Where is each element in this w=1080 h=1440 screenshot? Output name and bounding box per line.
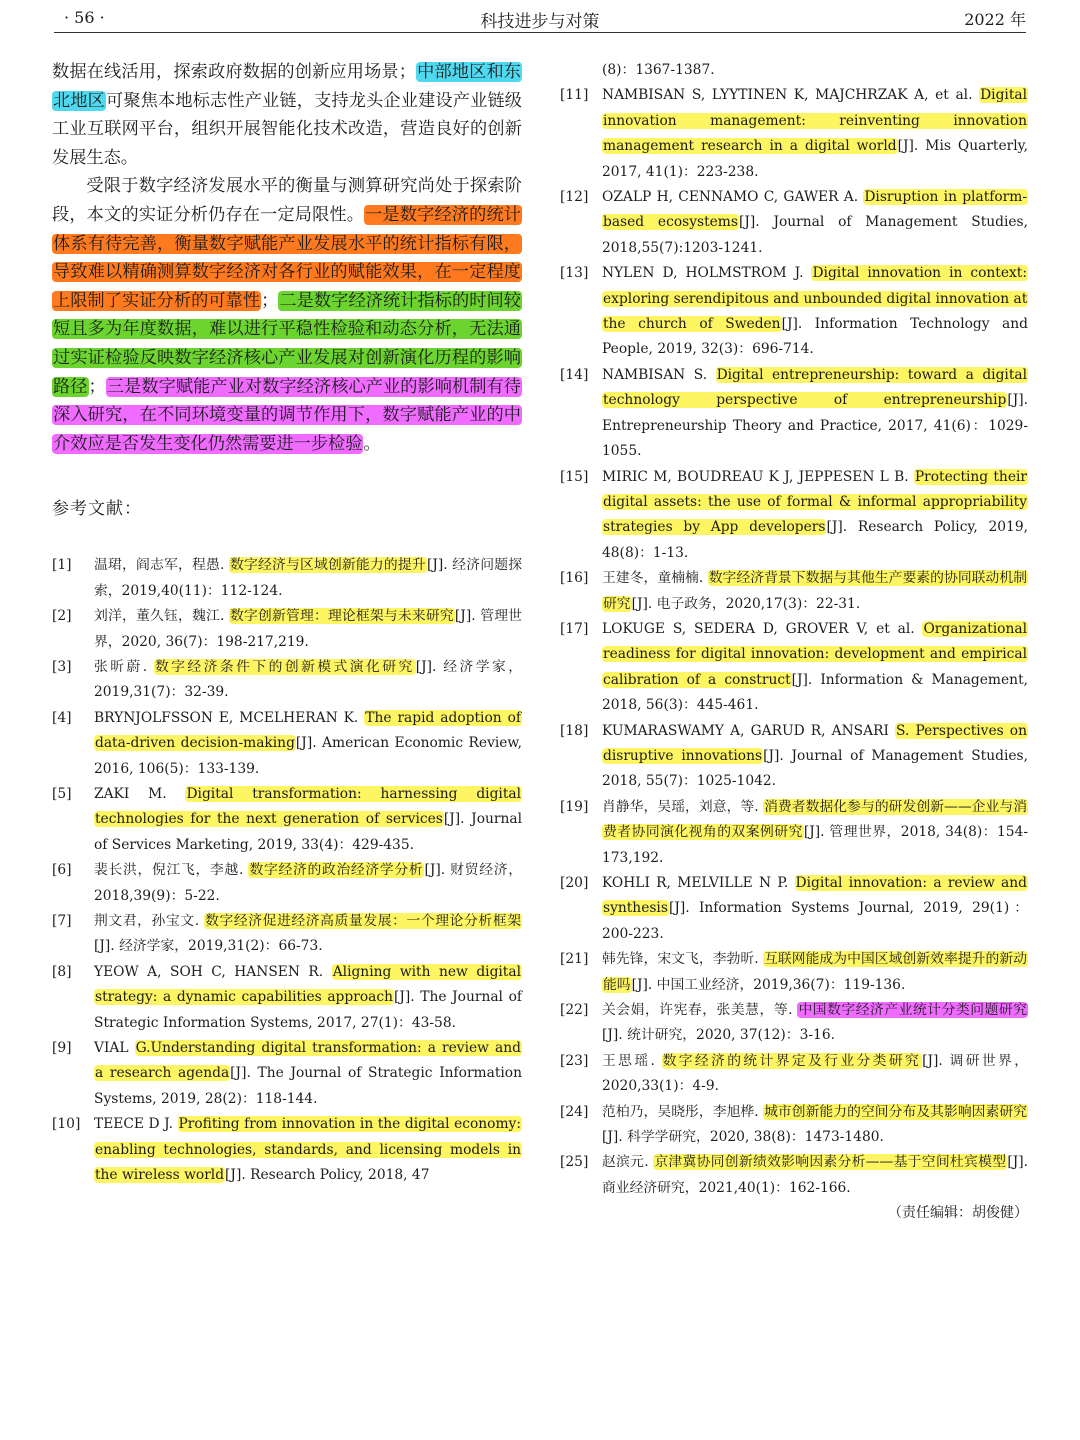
text-run: NAMBISAN S, LYYTINEN K, MAJCHRZAK A, et al. bbox=[602, 87, 980, 104]
highlighted-text: 二是数字经济统计指标的时间较短且多为年度数据，难以进行平稳性检验和动态分析，无法通过实证检验反映数字经济核心产业发展对创新演化历程的影响路径 bbox=[53, 290, 521, 397]
references-list-right bbox=[560, 58, 1028, 1201]
highlighted-text: Digital innovation in context: exploring serendipitous and unbounded digital innovation at the church of Sweden bbox=[603, 265, 1028, 333]
text-run: [J]. American Economic Review, 2016, 106(5)：133-139. bbox=[94, 735, 522, 777]
text-run: 范柏乃，吴晓彤，李旭桦. bbox=[602, 1103, 764, 1120]
reference-number: [9] bbox=[52, 1040, 72, 1057]
reference-number: [21] bbox=[560, 951, 589, 968]
reference-item bbox=[560, 1150, 1028, 1201]
highlighted-text: Protecting their digital assets: the use of formal & informal appropriability strategies by App developers bbox=[603, 468, 1027, 536]
reference-number: [6] bbox=[52, 862, 72, 879]
reference-number: [16] bbox=[560, 570, 589, 587]
highlighted-text: Profiting from innovation in the digital economy: enabling technologies, standards, and licensing models in the wireless world bbox=[95, 1116, 522, 1184]
right-column bbox=[560, 58, 1028, 1226]
reference-item bbox=[560, 185, 1028, 261]
reference-item bbox=[52, 858, 522, 909]
text-run: [J]. 经济问题探索，2019,40(11)：112-124. bbox=[94, 557, 522, 599]
reference-item bbox=[52, 655, 522, 706]
reference-number: [19] bbox=[560, 798, 589, 815]
highlighted-text: G.Understanding digital transformation: a review and a research agenda bbox=[95, 1040, 521, 1082]
reference-number: [11] bbox=[560, 87, 589, 104]
text-run: 王建冬，童楠楠. bbox=[602, 570, 708, 587]
text-run: [J]. Research Policy, 2019, 48(8)：1-13. bbox=[602, 519, 1028, 561]
reference-item bbox=[560, 998, 1028, 1049]
text-run: ； bbox=[88, 376, 106, 397]
reference-item bbox=[52, 604, 522, 655]
highlighted-text: Aligning with new digital strategy: a dynamic capabilities approach bbox=[95, 963, 521, 1006]
highlighted-text: 中部地区和东北地区 bbox=[53, 62, 521, 111]
text-run: [J]. Research Policy, 2018, 47 bbox=[225, 1167, 430, 1184]
text-run: MIRIC M, BOUDREAU K J, JEPPESEN L B. bbox=[602, 468, 914, 485]
text-run: [J]. 科学学研究，2020, 38(8)：1473-1480. bbox=[602, 1129, 884, 1146]
reference-item bbox=[560, 566, 1028, 617]
publication-year: 2022 年 bbox=[964, 10, 1026, 29]
reference-number: [3] bbox=[52, 658, 72, 675]
reference-number: [12] bbox=[560, 189, 589, 206]
reference-number: [4] bbox=[52, 709, 72, 726]
text-run: [J]. The Journal of Strategic Information Systems, 2019, 28(2)：118-144. bbox=[94, 1065, 522, 1107]
highlighted-text: Disruption in platform-based ecosystems bbox=[603, 189, 1027, 231]
highlighted-text: 三是数字赋能产业对数字经济核心产业的影响机制有待深入研究，在不同环境变量的调节作用下，数字赋能产业的中介效应是否发生变化仍然需要进一步检验 bbox=[53, 376, 521, 454]
text-run: 受限于数字经济发展水平的衡量与测算研究尚处于探索阶段，本文的实证分析仍存在一定局限性。 bbox=[52, 176, 522, 225]
text-run: OZALP H, CENNAMO C, GAWER A. bbox=[602, 189, 864, 206]
highlighted-text: 数字经济的政治经济学分析 bbox=[249, 862, 424, 879]
reference-number: [20] bbox=[560, 875, 589, 891]
text-run: [J]. Information Systems Journal, 2019, 29(1)：200-223. bbox=[602, 900, 1028, 942]
reference-item bbox=[560, 871, 1028, 947]
text-run: (8)：1367-1387. bbox=[602, 62, 715, 78]
text-run: [J]. Entrepreneurship Theory and Practice, 2017, 41(6)：1029-1055. bbox=[602, 392, 1028, 460]
text-run: [J]. 管理世界，2018, 34(8)：154-173,192. bbox=[602, 824, 1029, 866]
text-run: [J]. Journal of Services Marketing, 2019, 33(4)：429-435. bbox=[94, 811, 522, 853]
text-run: [J]. Information Technology and People, 2019, 32(3)：696-714. bbox=[602, 316, 1028, 358]
reference-item bbox=[560, 1100, 1028, 1151]
page-header bbox=[54, 6, 1026, 33]
highlighted-text: 一是数字经济的统计体系有待完善，衡量数字赋能产业发展水平的统计指标有限，导致难以精确测算数字经济对各行业的赋能效果，在一定程度上限制了实证分析的可靠性 bbox=[53, 204, 521, 311]
text-run: LOKUGE S, SEDERA D, GROVER V, et al. bbox=[602, 620, 923, 637]
reference-item bbox=[560, 465, 1028, 567]
reference-item bbox=[560, 947, 1028, 998]
highlighted-text: 数字经济的统计界定及行业分类研究 bbox=[662, 1052, 922, 1069]
reference-item bbox=[560, 58, 1028, 83]
text-run: 荆文君，孙宝文. bbox=[94, 913, 205, 929]
highlighted-text: 数字经济促进经济高质量发展：一个理论分析框架 bbox=[205, 913, 521, 929]
references-list-left bbox=[52, 553, 522, 1188]
text-run: [J]. 财贸经济，2018,39(9)：5-22. bbox=[94, 862, 522, 904]
highlighted-text: 消费者数据化参与的研发创新——企业与消费者协同演化视角的双案例研究 bbox=[603, 798, 1028, 841]
text-run: [J]. Journal of Management Studies, 2018,55(7):1203-1241. bbox=[602, 214, 1028, 256]
reference-number: [10] bbox=[52, 1116, 81, 1133]
reference-number: [18] bbox=[560, 722, 589, 739]
references-heading: 参考文献： bbox=[52, 499, 142, 520]
reference-number: [5] bbox=[52, 785, 72, 802]
text-run: [J]. Mis Quarterly, 2017, 41(1)：223-238. bbox=[602, 138, 1029, 180]
highlighted-text: Digital innovation: a review and synthesis bbox=[603, 875, 1027, 917]
journal-title: 科技进步与对策 bbox=[480, 12, 600, 32]
text-run: KUMARASWAMY A, GARUD R, ANSARI bbox=[602, 722, 896, 739]
reference-item bbox=[52, 782, 522, 858]
text-run: [J]. Information & Management, 2018, 56(3)：445-461. bbox=[602, 671, 1028, 714]
reference-item bbox=[52, 960, 522, 1036]
text-run: [J]. Journal of Management Studies, 2018, 55(7)：1025-1042. bbox=[602, 747, 1028, 790]
reference-item bbox=[560, 261, 1028, 363]
reference-number: [7] bbox=[52, 913, 72, 929]
reference-number: [2] bbox=[52, 608, 72, 625]
reference-number: [13] bbox=[560, 265, 589, 282]
reference-item bbox=[560, 617, 1028, 719]
highlighted-text: Digital entrepreneurship: toward a digital technology perspective of entrepreneurship bbox=[603, 366, 1027, 409]
text-run: [J]. 管理世界，2020, 36(7)：198-217,219. bbox=[94, 608, 522, 650]
highlighted-text: S. Perspectives on disruptive innovations bbox=[603, 722, 1027, 764]
highlighted-text: 京津冀协同创新绩效影响因素分析——基于空间杜宾模型 bbox=[654, 1154, 1007, 1171]
reference-number: [24] bbox=[560, 1103, 589, 1120]
text-run: [J]. 商业经济研究，2021,40(1)：162-166. bbox=[602, 1154, 1028, 1196]
highlighted-text: 城市创新能力的空间分布及其影响因素研究 bbox=[764, 1103, 1027, 1120]
highlighted-text: 数字创新管理：理论框架与未来研究 bbox=[229, 608, 454, 625]
highlighted-text: The rapid adoption of data-driven decision-making bbox=[95, 709, 521, 752]
highlighted-text: Digital innovation management: reinventing innovation management research in a digital world bbox=[603, 87, 1027, 155]
reference-item bbox=[560, 363, 1028, 465]
text-run: VIAL bbox=[94, 1040, 135, 1057]
text-run: TEECE D J. bbox=[94, 1116, 178, 1133]
reference-number: [15] bbox=[560, 468, 589, 485]
reference-item bbox=[52, 1112, 522, 1188]
highlighted-text: 数字经济条件下的创新模式演化研究 bbox=[154, 658, 415, 675]
text-run: ； bbox=[261, 290, 279, 311]
highlighted-text: Organizational readiness for digital innovation: development and empirical calibration of a construct bbox=[603, 620, 1027, 688]
text-run: 刘洋，董久钰，魏江. bbox=[94, 608, 229, 625]
highlighted-text: 中国数字经济产业统计分类问题研究 bbox=[798, 1002, 1028, 1019]
text-run: YEOW A, SOH C, HANSEN R. bbox=[94, 963, 332, 980]
left-column bbox=[52, 58, 522, 1188]
text-run: NYLEN D, HOLMSTROM J. bbox=[602, 265, 812, 282]
text-run: KOHLI R, MELVILLE N P. bbox=[602, 875, 795, 891]
text-run: [J]. 统计研究，2020, 37(12)：3-16. bbox=[602, 1027, 835, 1044]
reference-number: [8] bbox=[52, 963, 72, 980]
text-run: NAMBISAN S. bbox=[602, 366, 716, 383]
text-run: 赵滨元. bbox=[602, 1154, 654, 1171]
text-run: 韩先锋，宋文飞，李勃昕. bbox=[602, 951, 764, 968]
text-run: [J]. 中国工业经济，2019,36(7)：119-136. bbox=[631, 976, 906, 993]
text-run: [J]. 经济学家，2019,31(7)：32-39. bbox=[94, 658, 523, 701]
page-number: · 56 · bbox=[64, 8, 105, 27]
reference-item bbox=[560, 795, 1028, 871]
text-run: 肖静华，吴瑶，刘意，等. bbox=[602, 798, 764, 815]
reference-item bbox=[52, 1036, 522, 1112]
text-run: [J]. 电子政务，2020,17(3)：22-31. bbox=[631, 595, 861, 612]
reference-number: [14] bbox=[560, 366, 589, 383]
text-run: [J]. 调研世界，2020,33(1)：4-9. bbox=[602, 1052, 1028, 1095]
reference-item bbox=[52, 909, 522, 960]
reference-number: [1] bbox=[52, 557, 72, 574]
text-run: 张昕蔚. bbox=[94, 658, 154, 675]
highlighted-text: Digital transformation: harnessing digital technologies for the next generation of services bbox=[95, 785, 521, 828]
highlighted-text: 数字经济与区域创新能力的提升 bbox=[229, 557, 426, 574]
body-paragraph-1 bbox=[52, 58, 522, 172]
text-run: BRYNJOLFSSON E, MCELHERAN K. bbox=[94, 709, 365, 726]
reference-item bbox=[52, 553, 522, 604]
text-run: 关会娟，许宪春，张美慧，等. bbox=[602, 1002, 798, 1019]
highlighted-text: 数字经济背景下数据与其他生产要素的协同联动机制研究 bbox=[603, 570, 1027, 612]
reference-item bbox=[52, 706, 522, 782]
text-run: 裴长洪，倪江飞，李越. bbox=[94, 862, 249, 879]
highlighted-text: 互联网能成为中国区域创新效率提升的新动能吗 bbox=[603, 951, 1027, 993]
text-run: 可聚焦本地标志性产业链，支持龙头企业建设产业链级工业互联网平台，组织开展智能化技术改造，营造良好的创新发展生态。 bbox=[52, 90, 522, 168]
body-paragraph-2 bbox=[52, 172, 522, 458]
reference-number: [25] bbox=[560, 1154, 589, 1171]
reference-number: [22] bbox=[560, 1002, 589, 1019]
text-run: 数据在线活用，探索政府数据的创新应用场景； bbox=[52, 62, 416, 82]
reference-number: [23] bbox=[560, 1052, 589, 1069]
reference-item bbox=[560, 83, 1028, 185]
reference-number: [17] bbox=[560, 620, 589, 637]
text-run: [J]. 经济学家，2019,31(2)：66-73. bbox=[94, 938, 323, 955]
text-run: 温珺，阎志军，程愚. bbox=[94, 557, 229, 574]
reference-item bbox=[560, 719, 1028, 795]
text-run: ZAKI M. bbox=[94, 785, 186, 802]
text-run: [J]. The Journal of Strategic Information Systems, 2017, 27(1)：43-58. bbox=[94, 989, 522, 1031]
editor-note: （责任编辑：胡俊健） bbox=[888, 1205, 1028, 1222]
text-run: 王思瑶. bbox=[602, 1052, 662, 1069]
text-run: 。 bbox=[363, 433, 381, 454]
reference-item bbox=[560, 1049, 1028, 1100]
